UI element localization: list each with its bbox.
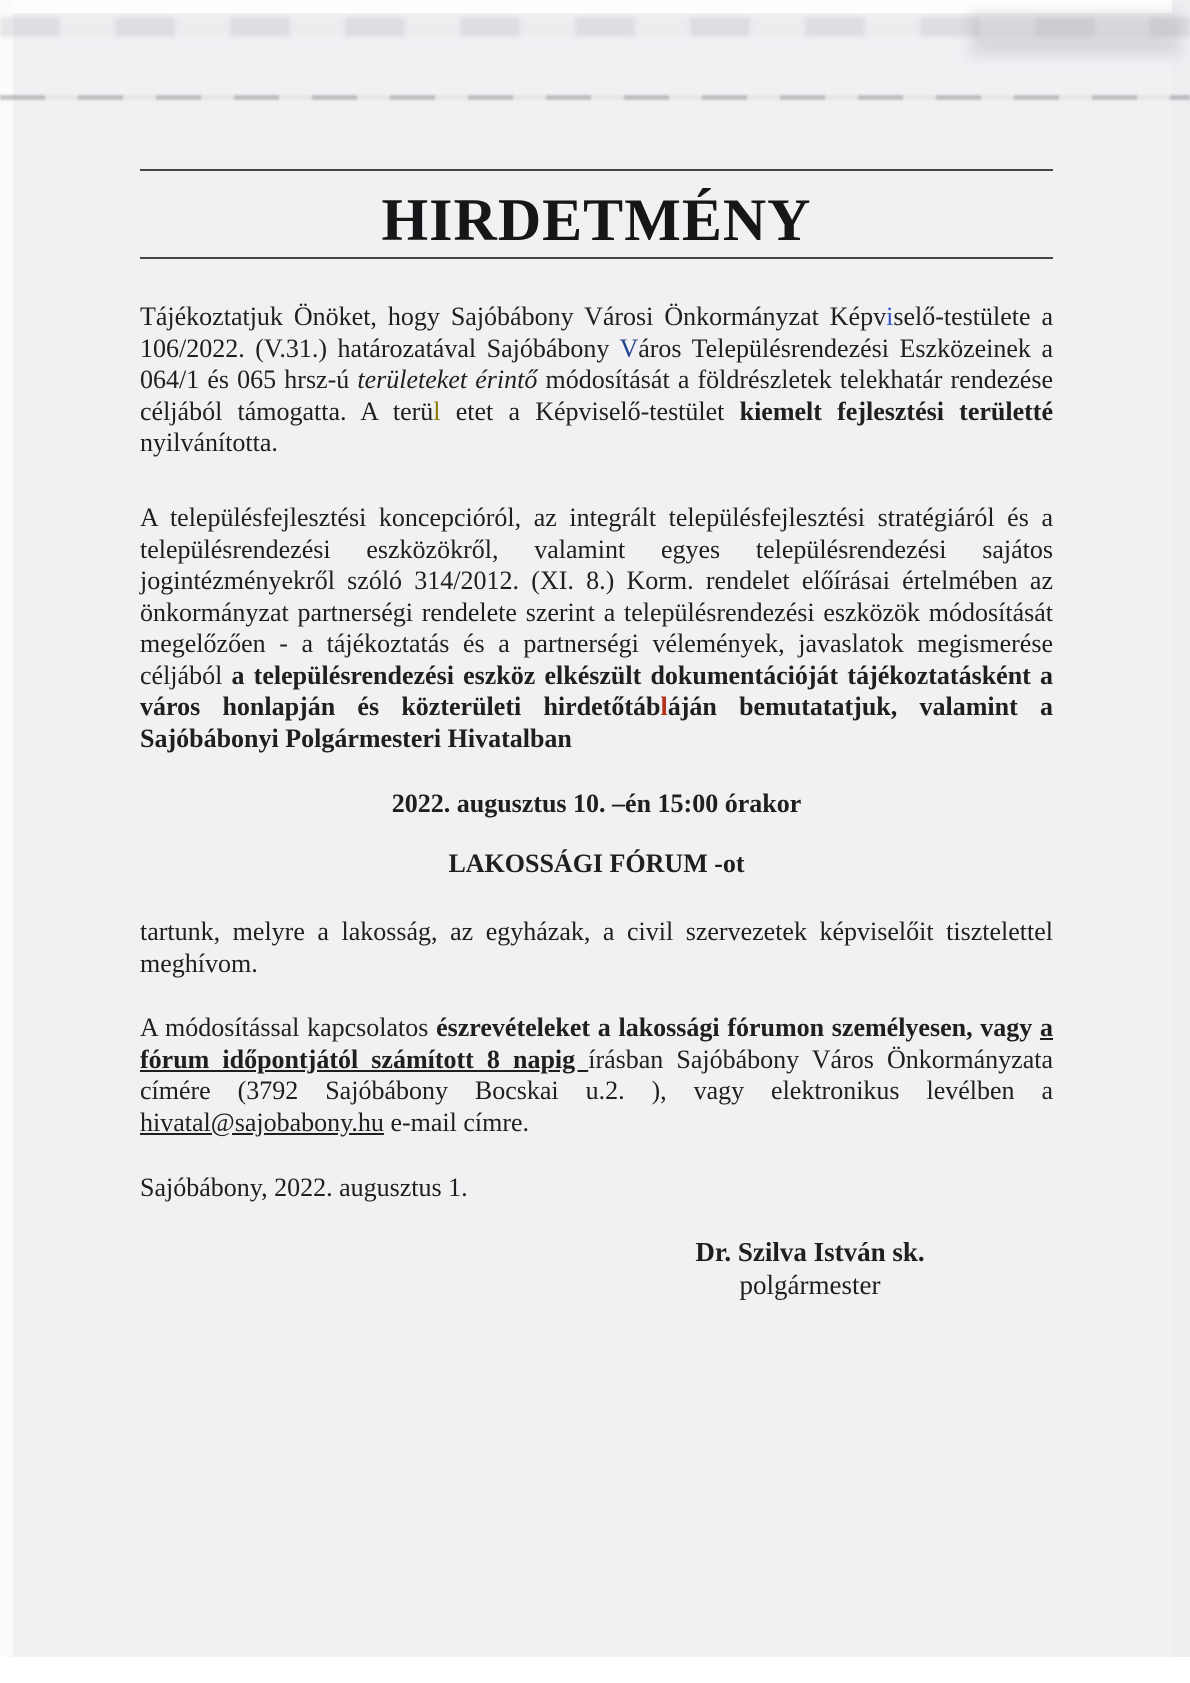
legal-paragraph bbox=[140, 502, 1053, 754]
scan-artifact-line bbox=[0, 95, 1190, 100]
document-title: HIRDETMÉNY bbox=[381, 187, 812, 253]
text-segment: Tájékoztatjuk Önöket, hogy Sajóbábony Városi Önkormányzat Képv bbox=[140, 302, 887, 331]
text-segment: 2022. augusztus 10. –én 15:00 órakor bbox=[391, 789, 802, 818]
scan-margin-left bbox=[0, 0, 13, 1683]
text-segment: A módosítással kapcsolatos bbox=[140, 1013, 437, 1042]
text-segment: selő-testülete a 106/2022. (V.31.) határozatával Sajóbábony bbox=[140, 302, 1054, 363]
text-segment: a fórum időpontjától számított 8 napig bbox=[140, 1013, 1053, 1074]
intro-paragraph bbox=[140, 301, 1053, 459]
event-datetime-line bbox=[140, 788, 1053, 820]
text-segment: áján bemutatatjuk, valamint a Sajóbábonyi Polgármesteri Hivatalban bbox=[140, 692, 1053, 753]
text-segment: tartunk, melyre a lakosság, az egyházak, a civil szervezetek képviselőit tisztelettel meghívom. bbox=[140, 917, 1053, 978]
text-segment: LAKOSSÁGI FÓRUM -ot bbox=[448, 849, 745, 878]
text-segment: i bbox=[886, 302, 894, 331]
text-segment: észrevételeket a lakossági fórumon személyesen, vagy bbox=[436, 1013, 1040, 1042]
signature-block bbox=[590, 1236, 1030, 1302]
feedback-paragraph bbox=[140, 1012, 1053, 1138]
text-segment: V bbox=[619, 333, 639, 363]
text-segment: e-mail címre. bbox=[383, 1107, 530, 1137]
text-segment: áros Településrendezési Eszközeinek a 064/1 és 065 hrsz-ú bbox=[140, 333, 1054, 394]
text-segment: etet a Képviselő-testület bbox=[440, 396, 740, 426]
text-segment: Dr. Szilva István sk. bbox=[695, 1237, 925, 1267]
signature-name bbox=[590, 1236, 1030, 1269]
event-name-line bbox=[140, 848, 1053, 880]
text-segment: nyilvánította. bbox=[140, 428, 278, 457]
signature-role bbox=[590, 1269, 1030, 1302]
text-segment: a településrendezési eszköz elkészült dokumentációját tájékoztatásként a város honlapján és közterületi hirdetőtáb bbox=[140, 660, 1053, 721]
text-segment: kiemelt fejlesztési területté bbox=[739, 396, 1053, 426]
title-rule-top bbox=[140, 169, 1053, 171]
title-rule-bottom bbox=[140, 257, 1053, 259]
scan-margin-right bbox=[1172, 0, 1190, 1683]
scan-artifact-corner bbox=[970, 12, 1180, 56]
text-segment: polgármester bbox=[739, 1270, 881, 1300]
text-segment: módosítását a földrészletek telekhatár rendezése céljából támogatta. A terü bbox=[140, 365, 1053, 426]
dateline bbox=[140, 1172, 1053, 1204]
text-segment: l bbox=[660, 692, 668, 721]
text-segment: írásban Sajóbábony Város Önkormányzata címére (3792 Sajóbábony Bocskai u.2. ), vagy elektronikus levélben a bbox=[140, 1044, 1053, 1105]
scan-margin-bottom bbox=[0, 1657, 1190, 1683]
text-segment: területeket érintő bbox=[357, 365, 538, 394]
invitation-paragraph bbox=[140, 916, 1053, 979]
text-segment: l bbox=[433, 396, 441, 426]
text-segment: Sajóbábony, 2022. augusztus 1. bbox=[140, 1173, 468, 1202]
email-address: hivatal@sajobabony.hu bbox=[140, 1107, 384, 1137]
text-segment: A településfejlesztési koncepcióról, az integrált településfejlesztési stratégiáról és a településrendezési eszközökről, valamint egyes településrendezési sajátos jogintézményekről szóló 314/2012. (XI. 8.) Korm. rendelet előírásai értelmében az önkormányzat partnerségi rendelete szerint a településrendezési eszközök módosítását megelőzően - a tájékoztatás és a partnerségi vélemények, javaslatok megismerése céljából bbox=[140, 503, 1053, 690]
